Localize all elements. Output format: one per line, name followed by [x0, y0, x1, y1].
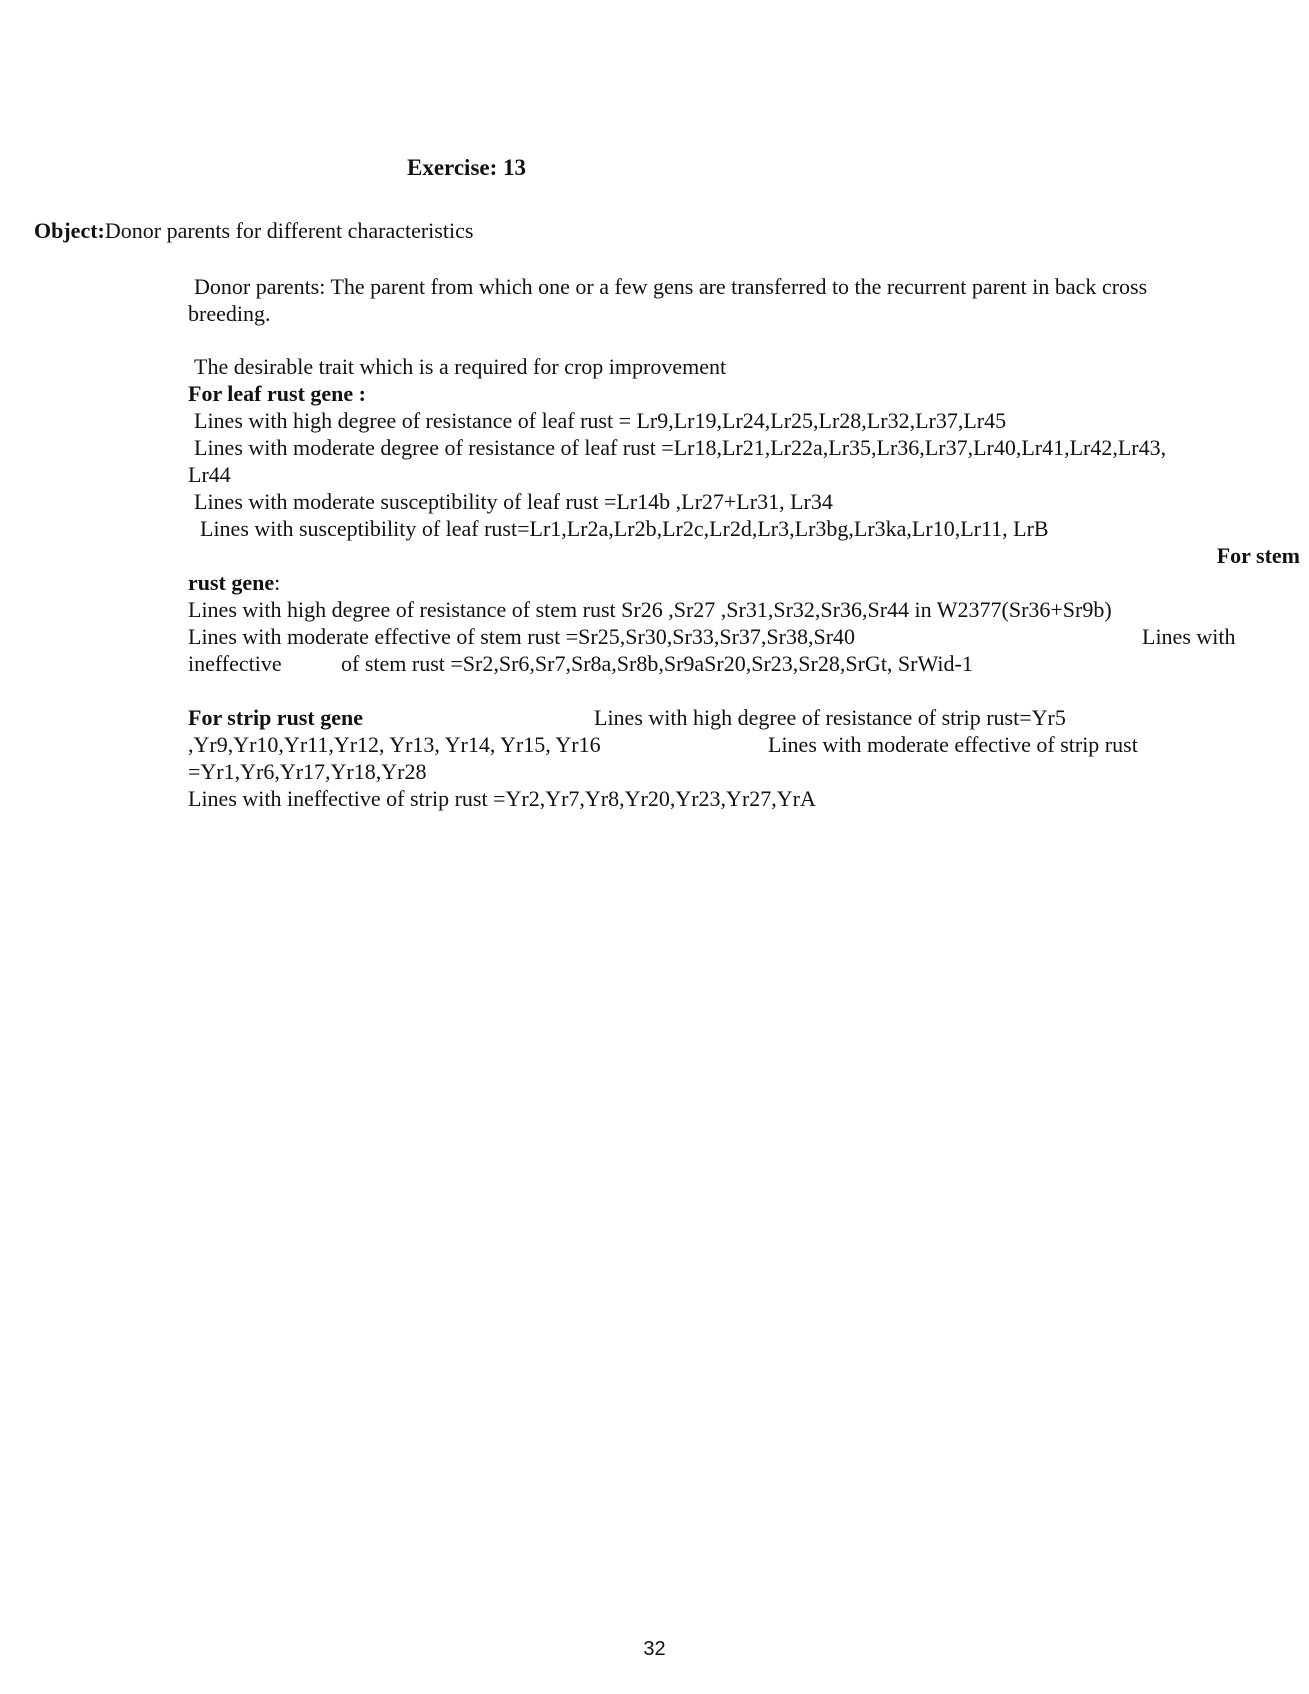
stem-rust-heading-part2: rust gene: [188, 570, 275, 595]
object-text: Donor parents for different characteristics: [104, 218, 474, 243]
definition-block: [188, 273, 1283, 327]
stem-rust-heading-line: [188, 569, 1283, 596]
stem-rust-ineffective-word: ineffective: [188, 651, 282, 676]
leaf-rust-block: [188, 353, 1300, 677]
stem-rust-heading-part1: For stem: [1216, 543, 1300, 568]
leaf-rust-high: Lines with high degree of resistance of leaf rust = Lr9,Lr19,Lr24,Lr25,Lr28,Lr32,Lr37,Lr45: [194, 408, 1007, 433]
leaf-rust-moderate-line-2: Lr44: [188, 462, 231, 487]
leaf-rust-moderate-line-1: Lines with moderate degree of resistance of leaf rust =Lr18,Lr21,Lr22a,Lr35,Lr36,Lr37,Lr40,Lr41,Lr42,Lr43,: [194, 435, 1167, 460]
strip-rust-block: [188, 704, 1283, 812]
leaf-rust-heading: For leaf rust gene :: [188, 381, 366, 406]
strip-rust-ineffective: Lines with ineffective of strip rust =Yr2,Yr7,Yr8,Yr20,Yr23,Yr27,YrA: [188, 786, 816, 811]
object-line: [34, 218, 473, 244]
strip-rust-high-line: [188, 731, 1283, 758]
definition-line-2: breeding.: [188, 301, 271, 326]
definition-line-1: Donor parents: The parent from which one or a few gens are transferred to the recurrent parent in back cross: [194, 274, 1148, 299]
stem-rust-ineffective-line: [188, 650, 1283, 677]
leaf-rust-moderate-susceptibility: Lines with moderate susceptibility of leaf rust =Lr14b ,Lr27+Lr31, Lr34: [194, 489, 833, 514]
object-label: Object:: [34, 218, 105, 243]
strip-rust-high-part2: ,Yr9,Yr10,Yr11,Yr12, Yr13, Yr14, Yr15, Yr16: [188, 732, 601, 757]
exercise-title: Exercise: 13: [407, 155, 527, 180]
stem-rust-heading-colon: :: [274, 570, 281, 595]
page-number: 32: [643, 1638, 666, 1660]
strip-rust-moderate-part2: =Yr1,Yr6,Yr17,Yr18,Yr28: [188, 759, 427, 784]
leaf-rust-susceptibility: Lines with susceptibility of leaf rust=Lr1,Lr2a,Lr2b,Lr2c,Lr2d,Lr3,Lr3bg,Lr3ka,Lr10,Lr11, LrB: [200, 516, 1049, 541]
desirable-trait-line: The desirable trait which is a required for crop improvement: [194, 354, 727, 379]
strip-rust-heading-line: [188, 704, 1283, 731]
stem-rust-moderate-line: [188, 623, 1283, 650]
stem-rust-ineffective-lead: Lines with: [1142, 624, 1236, 649]
strip-rust-moderate-part1: Lines with moderate effective of strip rust: [768, 732, 1138, 757]
strip-rust-high-part1: Lines with high degree of resistance of strip rust=Yr5: [594, 705, 1066, 730]
stem-rust-moderate: Lines with moderate effective of stem rust =Sr25,Sr30,Sr33,Sr37,Sr38,Sr40: [188, 624, 856, 649]
stem-rust-high: Lines with high degree of resistance of stem rust Sr26 ,Sr27 ,Sr31,Sr32,Sr36,Sr44 in W2377(Sr36+Sr9b): [188, 597, 1112, 622]
strip-rust-heading: For strip rust gene: [188, 705, 363, 730]
stem-rust-ineffective-rest: of stem rust =Sr2,Sr6,Sr7,Sr8a,Sr8b,Sr9aSr20,Sr23,Sr28,SrGt, SrWid-1: [341, 651, 973, 676]
